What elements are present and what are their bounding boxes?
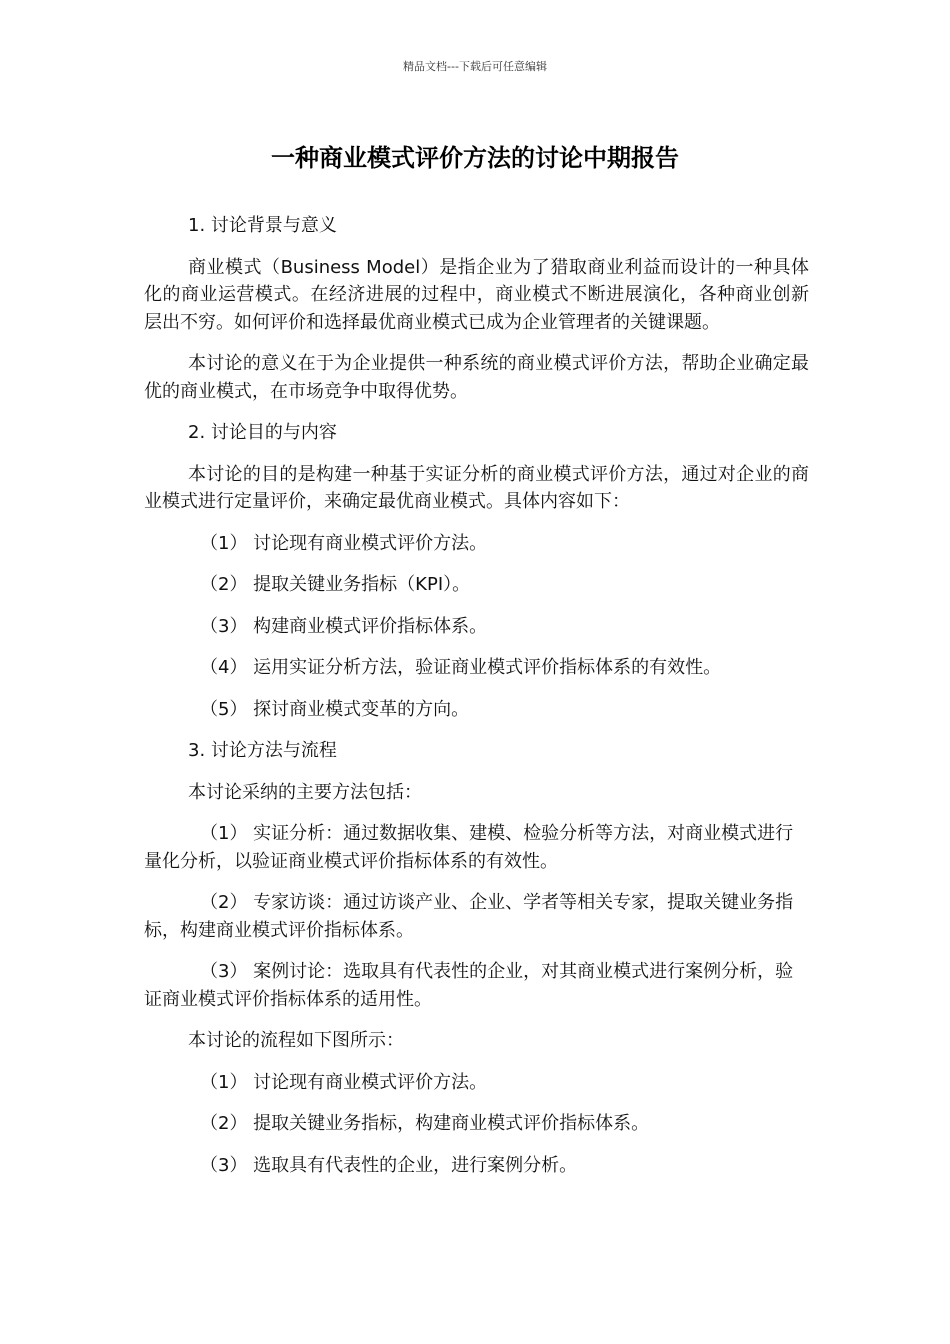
document-title: 一种商业模式评价方法的讨论中期报告: [271, 144, 679, 172]
section-3-heading: 3. 讨论方法与流程: [188, 740, 337, 761]
section-3-paragraph-2: 本讨论的流程如下图所示：: [188, 1030, 404, 1051]
section-1-heading: 1. 讨论背景与意义: [188, 215, 337, 236]
content-list-item: （5） 探讨商业模式变革的方向。: [200, 698, 470, 720]
section-1-paragraph-1: 商业模式（Business Model）是指企业为了猎取商业利益而设计的一种具体化的商业运营模式。在经济进展的过程中，商业模式不断进展演化，各种商业创新层出不穷。如何评价和选择最优商业模式已成为企业管理者的关键课题。: [144, 256, 809, 333]
document-body: [144, 212, 809, 1193]
content-list-item: （1） 讨论现有商业模式评价方法。: [200, 532, 488, 554]
content-list-item: （2） 提取关键业务指标（KPI）。: [200, 574, 471, 595]
content-list-item: （3） 构建商业模式评价指标体系。: [200, 615, 488, 637]
flow-list-item: （3） 选取具有代表性的企业，进行案例分析。: [200, 1154, 578, 1176]
section-1-paragraph-2: 本讨论的意义在于为企业提供一种系统的商业模式评价方法，帮助企业确定最优的商业模式，在市场竞争中取得优势。: [144, 353, 809, 402]
flow-list-item: （2） 提取关键业务指标，构建商业模式评价指标体系。: [200, 1113, 650, 1134]
page-header: 精品文档---下载后可任意编辑: [403, 60, 547, 73]
section-2-paragraph-1: 本讨论的目的是构建一种基于实证分析的商业模式评价方法，通过对企业的商业模式进行定量评价，来确定最优商业模式。具体内容如下：: [144, 463, 809, 512]
flow-list-item: （1） 讨论现有商业模式评价方法。: [200, 1071, 488, 1093]
content-list-item: （4） 运用实证分析方法，验证商业模式评价指标体系的有效性。: [200, 657, 722, 678]
method-list-item: （3） 案例讨论：选取具有代表性的企业，对其商业模式进行案例分析，验证商业模式评价指标体系的适用性。: [144, 961, 794, 1010]
method-list-item: （2） 专家访谈：通过访谈产业、企业、学者等相关专家，提取关键业务指标，构建商业模式评价指标体系。: [144, 892, 794, 941]
section-3-paragraph-1: 本讨论采纳的主要方法包括：: [188, 781, 422, 803]
section-2-heading: 2. 讨论目的与内容: [188, 422, 337, 443]
method-list-item: （1） 实证分析：通过数据收集、建模、检验分析等方法，对商业模式进行量化分析，以验证商业模式评价指标体系的有效性。: [144, 823, 794, 872]
